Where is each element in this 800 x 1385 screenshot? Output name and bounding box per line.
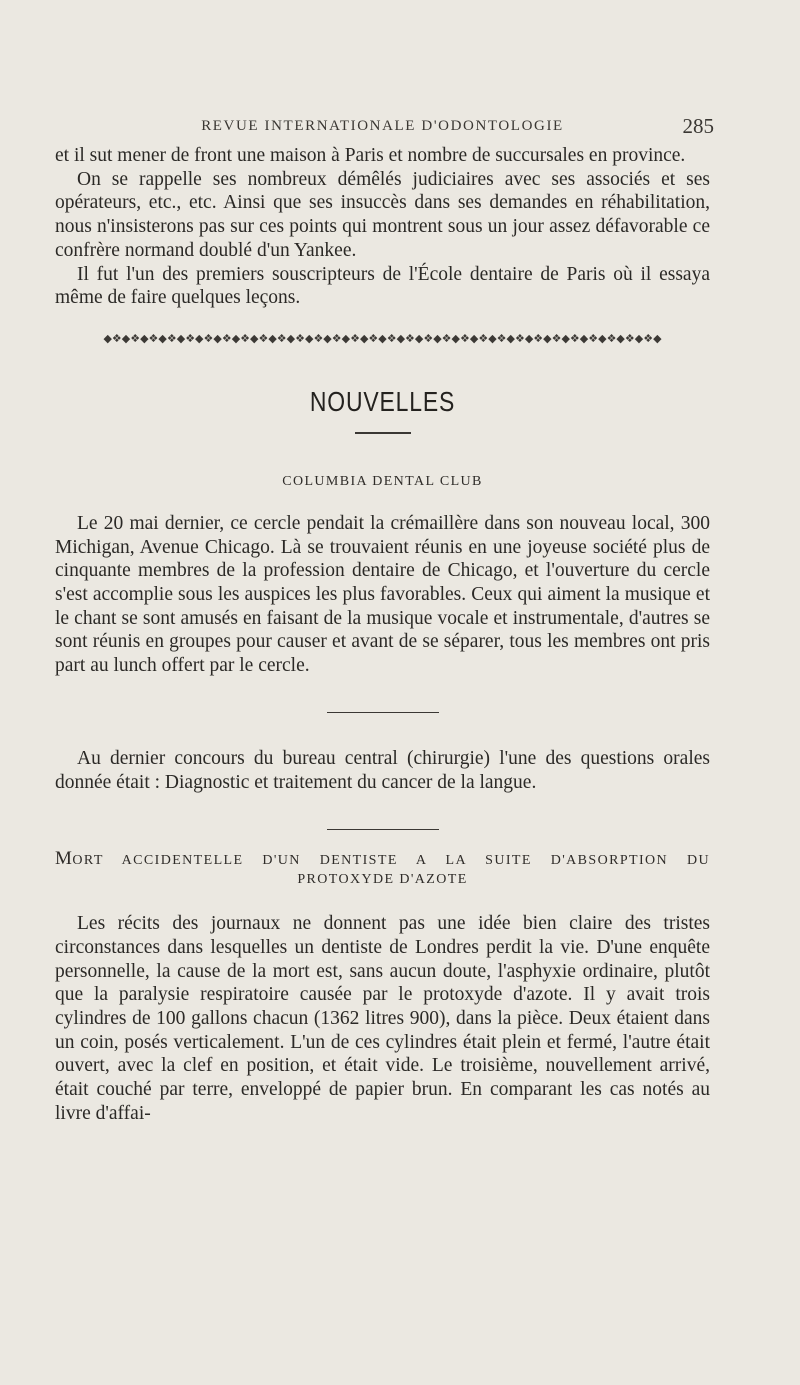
separator-rule-1 xyxy=(327,712,439,714)
news-body-mort: Les récits des journaux ne donnent pas une idée bien claire des tristes circonstances dans lesquelles un dentiste de Londres perdit la vie. D'une enquête personnelle, la cause de la mort est, sans aucun doute, l'asphyxie ordinaire, plutôt que la paralysie respiratoire causée par le protoxyde d'azote. Il y avait trois cylindres de 100 gallons chacun (1362 litres 900), dans la pièce. Deux étaient dans un coin, posés verticalement. L'un de ces cylindres était plein et fermé, l'autre était ouvert, avec la clef en position, et était vide. Le troisième, nouvellement arrivé, était couché par terre, enveloppé de papier brun. En comparant les cas notés au livre d'affai- xyxy=(55,913,710,1124)
news-heading-mort-line2: PROTOXYDE D'AZOTE xyxy=(297,872,468,888)
page-number: 285 xyxy=(682,114,714,138)
running-title: REVUE INTERNATIONALE D'ODONTOLOGIE xyxy=(201,118,564,134)
news-heading-columbia: COLUMBIA DENTAL CLUB xyxy=(282,473,483,489)
running-header xyxy=(55,114,714,144)
news-heading-mort xyxy=(55,848,710,870)
ornamental-divider: ◆❖◆❖◆❖◆❖◆❖◆❖◆❖◆❖◆❖◆❖◆❖◆❖◆❖◆❖◆❖◆❖◆❖◆❖◆❖◆❖◆❖◆❖◆❖◆❖◆❖◆❖◆❖◆❖◆❖◆❖◆ xyxy=(103,331,662,345)
continued-paragraph-1: et il sut mener de front une maison à Paris et nombre de succursales en province. xyxy=(55,145,686,166)
news-body-concours: Au dernier concours du bureau central (chirurgie) l'une des questions orales donnée était : Diagnostic et traitement du cancer de la langue. xyxy=(55,748,710,794)
page xyxy=(55,114,714,1126)
continued-paragraph-3: Il fut l'un des premiers souscripteurs de l'École dentaire de Paris où il essaya même de faire quelques leçons. xyxy=(55,263,710,309)
heading-rest: ORT ACCIDENTELLE D'UN DENTISTE A LA SUITE D'ABSORPTION DU xyxy=(72,853,710,869)
section-title: NOUVELLES xyxy=(309,385,456,417)
separator-rule-2 xyxy=(327,829,439,831)
title-rule xyxy=(355,432,411,434)
continued-paragraph-2: On se rappelle ses nombreux démêlés judiciaires avec ses associés et ses opérateurs, etc., etc. Ainsi que ses insuccès dans ses demandes en réhabilitation, nous n'insisterons pas sur ces points qui montrent sous un jour assez défavorable ce confrère normand doublé d'un Yankee. xyxy=(55,168,710,261)
news-body-columbia: Le 20 mai dernier, ce cercle pendait la crémaillère dans son nouveau local, 300 Michigan, Avenue Chicago. Là se trouvaient réunis en une joyeuse société plus de cinquante membres de la profession dentaire de Chicago, et l'ouverture du cercle s'est accomplie sous les auspices les plus favorables. Ceux qui aiment la musique et le chant se sont amusés en faisant de la musique vocale et instrumentale, d'autres se sont réunis en groupes pour causer et avant de se séparer, tous les membres ont pris part au lunch offert par le cercle. xyxy=(55,512,710,677)
heading-initial: M xyxy=(55,848,73,870)
